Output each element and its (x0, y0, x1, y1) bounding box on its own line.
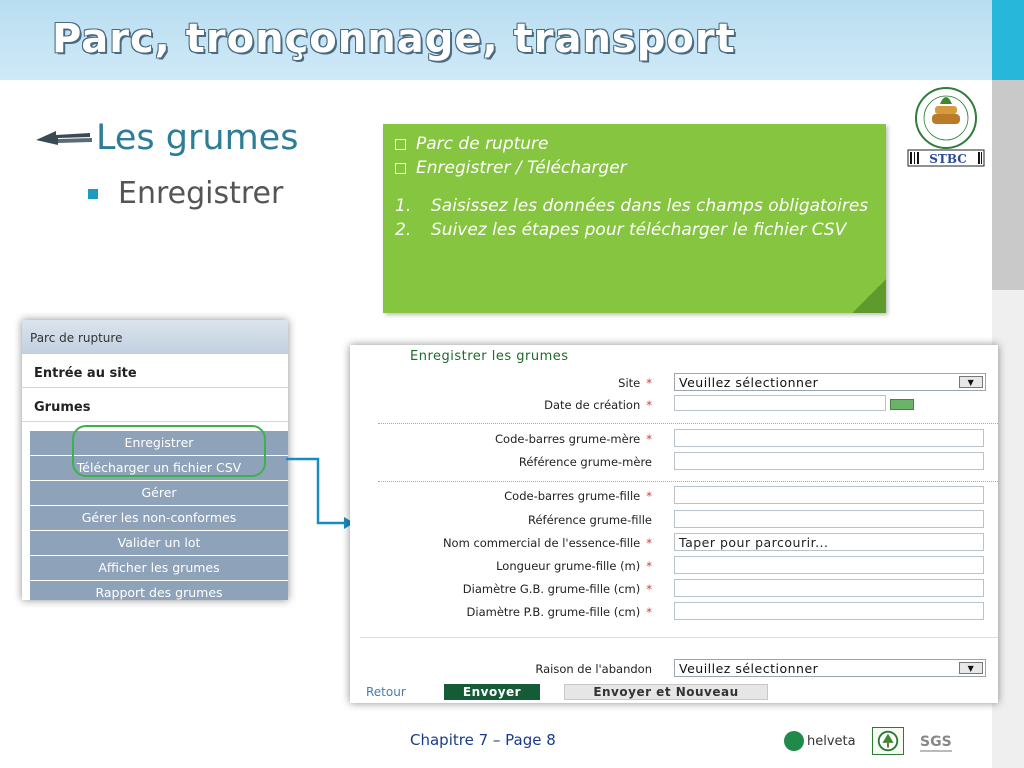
step-text: Suivez les étapes pour télécharger le fichier CSV (431, 220, 847, 240)
note-check-text: Enregistrer / Télécharger (416, 158, 627, 178)
bullet-les-grumes (34, 118, 298, 158)
reference-mere-input[interactable] (674, 452, 984, 470)
menu-item-afficher-grumes[interactable]: Afficher les grumes (30, 555, 288, 580)
menu-item-enregistrer[interactable]: Enregistrer (30, 430, 288, 455)
menu-item-rapport-grumes[interactable]: Rapport des grumes (30, 580, 288, 600)
chevron-down-icon[interactable]: ▼ (959, 376, 983, 388)
checkbox-icon (395, 139, 406, 150)
diametre-pb-label: Diamètre P.B. grume-fille (cm) * (466, 605, 652, 619)
menu-item-telecharger-csv[interactable]: Télécharger un fichier CSV (30, 455, 288, 480)
site-select[interactable]: Veuillez sélectionner ▼ (674, 373, 986, 391)
retour-link[interactable]: Retour (366, 685, 406, 699)
connector-arrow (286, 455, 356, 535)
step-number: 1. (395, 196, 412, 216)
longueur-input[interactable] (674, 556, 984, 574)
stbc-logo (904, 84, 988, 168)
page-footer: Chapitre 7 – Page 8 (410, 731, 556, 749)
bullet-enregistrer (88, 176, 283, 211)
step-number: 2. (395, 220, 412, 240)
code-fille-row (350, 486, 998, 506)
reference-mere-label: Référence grume-mère (518, 455, 652, 469)
divider (378, 423, 998, 424)
instruction-note (383, 124, 886, 313)
diametre-gb-row (350, 579, 998, 599)
note-step (393, 194, 876, 218)
ref-mere-row (350, 452, 998, 472)
helveta-text: helveta (807, 733, 856, 749)
longueur-label: Longueur grume-fille (m) * (496, 559, 652, 573)
bullet-arrow-icon (34, 125, 94, 151)
chevron-down-icon[interactable]: ▼ (959, 662, 983, 674)
raison-abandon-label: Raison de l'abandon (535, 662, 652, 676)
form-actions (350, 684, 998, 703)
code-barres-fille-label: Code-barres grume-fille * (504, 489, 652, 503)
diametre-gb-label: Diamètre G.B. grume-fille (cm) * (462, 582, 652, 596)
date-row (350, 395, 998, 415)
reference-fille-input[interactable] (674, 510, 984, 528)
note-check-item (393, 132, 876, 156)
note-steps (393, 194, 876, 242)
site-label: Site * (618, 376, 652, 390)
code-barres-fille-input[interactable] (674, 486, 984, 504)
enregistrer-grumes-form (350, 345, 998, 703)
title-band (0, 0, 1024, 80)
strip-gray-block (992, 80, 1024, 290)
menu-section-grumes[interactable]: Grumes (22, 388, 288, 422)
sgs-logo: SGS (920, 734, 952, 750)
step-text: Saisissez les données dans les champs obligatoires (431, 196, 869, 216)
fsc-tree-logo (872, 727, 904, 755)
sub-bullet-text: Enregistrer (118, 176, 284, 211)
code-barres-mere-label: Code-barres grume-mère * (495, 432, 652, 446)
bullet-text: Les grumes (96, 118, 299, 158)
nom-commercial-row (350, 533, 998, 553)
site-row (350, 373, 998, 393)
raison-abandon-row (350, 659, 998, 679)
envoyer-button[interactable]: Envoyer (444, 684, 540, 700)
menu-section-entree[interactable]: Entrée au site (22, 354, 288, 388)
note-step (393, 218, 876, 242)
menu-item-gerer[interactable]: Gérer (30, 480, 288, 505)
note-check-item (393, 156, 876, 180)
page-fold-corner (852, 279, 886, 313)
code-barres-mere-input[interactable] (674, 429, 984, 447)
date-creation-label: Date de création * (544, 398, 652, 412)
divider (378, 481, 998, 482)
nom-commercial-label: Nom commercial de l'essence-fille * (442, 536, 652, 550)
helveta-globe-icon (784, 731, 804, 751)
ref-fille-row (350, 510, 998, 530)
reference-fille-label: Référence grume-fille (527, 513, 652, 527)
date-creation-input[interactable] (674, 395, 886, 411)
diametre-gb-input[interactable] (674, 579, 984, 597)
diametre-pb-row (350, 602, 998, 622)
menu-item-valider-lot[interactable]: Valider un lot (30, 530, 288, 555)
form-title: Enregistrer les grumes (410, 349, 569, 364)
divider (360, 637, 998, 638)
raison-abandon-select[interactable]: Veuillez sélectionner ▼ (674, 659, 986, 677)
calendar-icon[interactable] (890, 399, 914, 410)
helveta-logo (784, 731, 856, 751)
highlight-circle (72, 425, 266, 477)
slide-title: Parc, tronçonnage, transport (52, 16, 736, 62)
diametre-pb-input[interactable] (674, 602, 984, 620)
strip-cyan-block (992, 0, 1024, 80)
longueur-row (350, 556, 998, 576)
square-bullet-icon (88, 189, 98, 199)
stbc-logo-text: STBC (929, 152, 967, 166)
note-check-text: Parc de rupture (416, 134, 549, 154)
code-mere-row (350, 429, 998, 449)
checkbox-icon (395, 163, 406, 174)
nom-commercial-input[interactable]: Taper pour parcourir... (674, 533, 984, 551)
side-menu-header[interactable]: Parc de rupture (22, 320, 288, 354)
envoyer-nouveau-button[interactable]: Envoyer et Nouveau (564, 684, 768, 700)
menu-item-gerer-non-conformes[interactable]: Gérer les non-conformes (30, 505, 288, 530)
